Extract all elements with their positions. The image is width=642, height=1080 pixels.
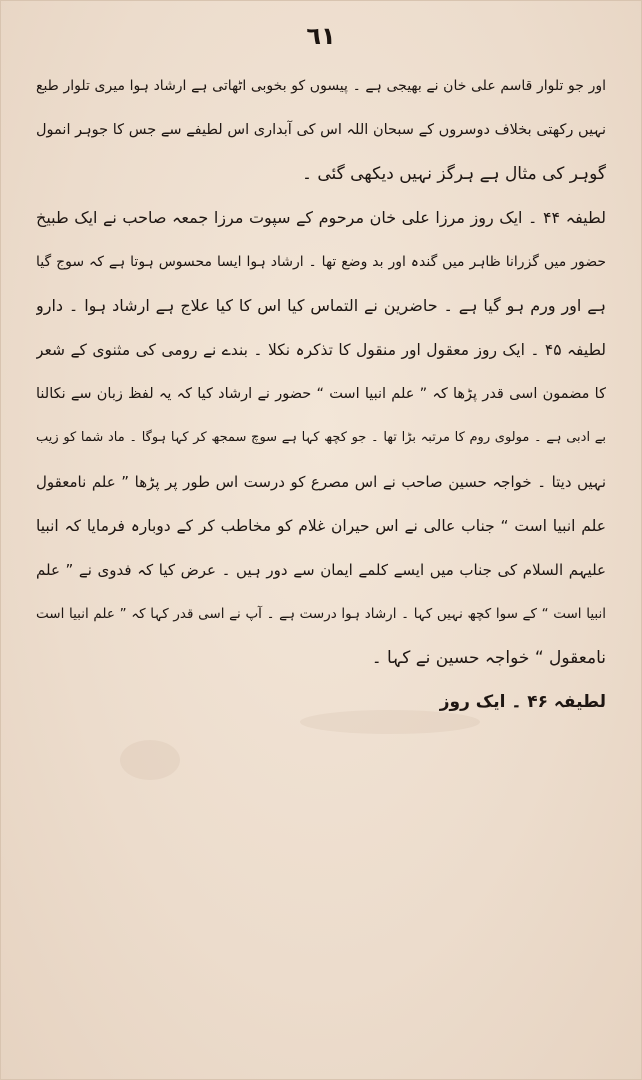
text-line: نہیں رکھتی بخلاف دوسروں کے سبحان اللہ اس کی آبداری اس لطیفے سے جس کا جوہر انمول [36, 122, 606, 138]
text-line: اور جو تلوار قاسم علی خان نے بھیجی ہے ۔ پیسوں کو بخوبی اٹھاتی ہے ارشاد ہوا میری تلوار طبع [36, 78, 606, 94]
anecdote-heading-line: لطیفہ ۴۴ ۔ ایک روز مرزا علی خان مرحوم کے سپوت مرزا جمعہ صاحب نے ایک طبیخ [36, 208, 606, 227]
text-line: ہے اور ورم ہو گیا ہے ۔ حاضرین نے التماس کیا اس کا کیا علاج ہے ارشاد ہوا ۔ دارو [36, 296, 606, 315]
text-line: گوہر کی مثال ہے ہرگز نہیں دیکھی گئی ۔ [301, 164, 606, 184]
text-line: بے ادبی ہے ۔ مولوی روم کا مرتبہ بڑا تھا ۔ جو کچھ کہا ہے سوچ سمجھ کر کہا ہوگا ۔ ماد شما کو زیب [36, 430, 606, 445]
text-line: حضور میں گزرانا ظاہر میں گندہ اور بد وضع تھا ۔ ارشاد ہوا ایسا محسوس ہوتا ہے کہ سوج گیا [36, 254, 606, 270]
text-line: کا مضمون اسی قدر پڑھا کہ ” علم انبیا است “ حضور نے ارشاد کیا کہ یہ لفظ زبان سے نکالنا [36, 386, 606, 402]
page-text [36, 64, 606, 724]
anecdote-heading-line: لطیفہ ۴۵ ۔ ایک روز معقول اور منقول کا تذکرہ نکلا ۔ بندے نے رومی کی مثنوی کے شعر [36, 341, 606, 359]
text-line: نہیں دیتا ۔ خواجہ حسین صاحب نے اس مصرع کو درست اس طور پر پڑھا ” علم نامعقول [36, 473, 606, 491]
anecdote-heading-line: لطیفہ ۴۶ ۔ ایک روز [439, 692, 606, 712]
paper-stain [120, 740, 180, 780]
text-line: علیہم السلام کی جناب میں ایسے کلمے ایمان سے دور ہیں ۔ عرض کیا کہ فدوی نے ” علم [36, 561, 606, 579]
text-line: علم انبیا است “ جناب عالی نے اس حیران غلام کو مخاطب کر کے دوبارہ فرمایا کہ انبیا [36, 517, 606, 535]
page-number: ٦١ [306, 22, 336, 50]
text-line: نامعقول “ خواجہ حسین نے کہا ۔ [371, 648, 606, 668]
text-line: انبیا است “ کے سوا کچھ نہیں کہا ۔ ارشاد ہوا درست ہے ۔ آپ نے اسی قدر کہا کہ ” علم انبیا است [36, 606, 606, 622]
